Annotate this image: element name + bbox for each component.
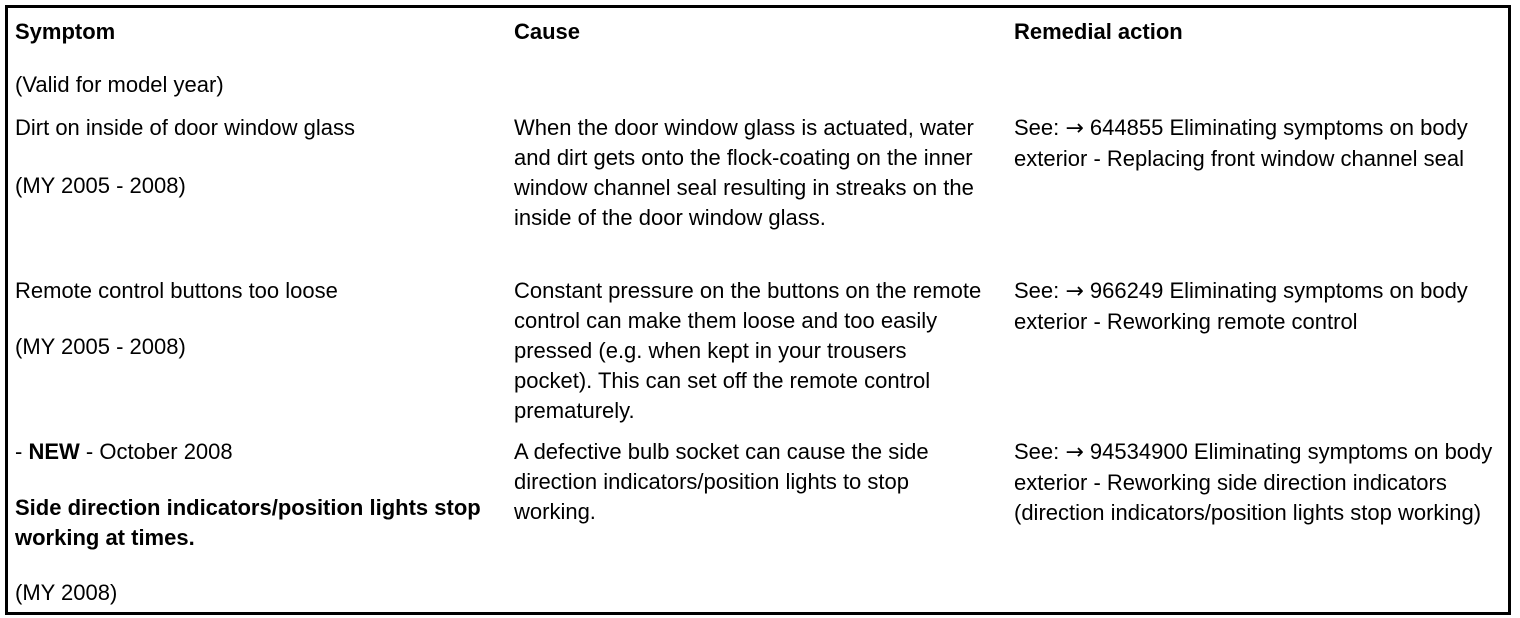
row3-new-label bbox=[15, 437, 495, 467]
row2-model-year: (MY 2005 - 2008) bbox=[15, 334, 186, 359]
row1-symptom: Dirt on inside of door window glass bbox=[15, 115, 355, 140]
row3-remedy-prefix: See: bbox=[1014, 439, 1066, 464]
row3-new-suffix: - October 2008 bbox=[79, 439, 233, 464]
row2-cause: Constant pressure on the buttons on the remote control can make them loose and too easily pressed (e.g. when kept in your trousers pocket). This can set off the remote control prematurely. bbox=[514, 278, 982, 423]
row3-remedy-text: 94534900 Eliminating symptoms on body exterior - Reworking side direction indicators (direction indicators/position lights stop working) bbox=[1014, 439, 1493, 525]
model-year-note: (Valid for model year) bbox=[15, 72, 224, 97]
row3-model-year: (MY 2008) bbox=[15, 580, 118, 605]
row1-cause: When the door window glass is actuated, water and dirt gets onto the flock-coating on the inner window channel seal resulting in streaks on the inside of the door window glass. bbox=[514, 115, 974, 230]
row2-remedy-prefix: See: bbox=[1014, 278, 1066, 303]
row1-remedy-prefix: See: bbox=[1014, 115, 1066, 140]
arrow-right-icon: → bbox=[1065, 279, 1084, 304]
row2-remedy bbox=[1014, 276, 1500, 337]
symptom-table bbox=[5, 5, 1511, 615]
header-symptom: Symptom bbox=[15, 19, 116, 44]
row3-new-prefix: - bbox=[15, 439, 29, 464]
arrow-right-icon: → bbox=[1065, 116, 1084, 141]
row3-cause: A defective bulb socket can cause the side direction indicators/position lights to stop working. bbox=[514, 439, 929, 524]
row2-symptom: Remote control buttons too loose bbox=[15, 278, 338, 303]
row1-remedy-text: 644855 Eliminating symptoms on body exterior - Replacing front window channel seal bbox=[1014, 115, 1468, 171]
arrow-right-icon: → bbox=[1065, 440, 1084, 465]
header-cause: Cause bbox=[514, 19, 581, 44]
row3-remedy bbox=[1014, 437, 1504, 528]
row1-model-year: (MY 2005 - 2008) bbox=[15, 173, 186, 198]
row3-symptom: Side direction indicators/position lights stop working at times. bbox=[15, 495, 481, 550]
row1-remedy bbox=[1014, 113, 1500, 174]
row2-remedy-text: 966249 Eliminating symptoms on body exterior - Reworking remote control bbox=[1014, 278, 1468, 334]
new-badge: NEW bbox=[28, 439, 80, 464]
header-remedial-action: Remedial action bbox=[1014, 19, 1183, 44]
